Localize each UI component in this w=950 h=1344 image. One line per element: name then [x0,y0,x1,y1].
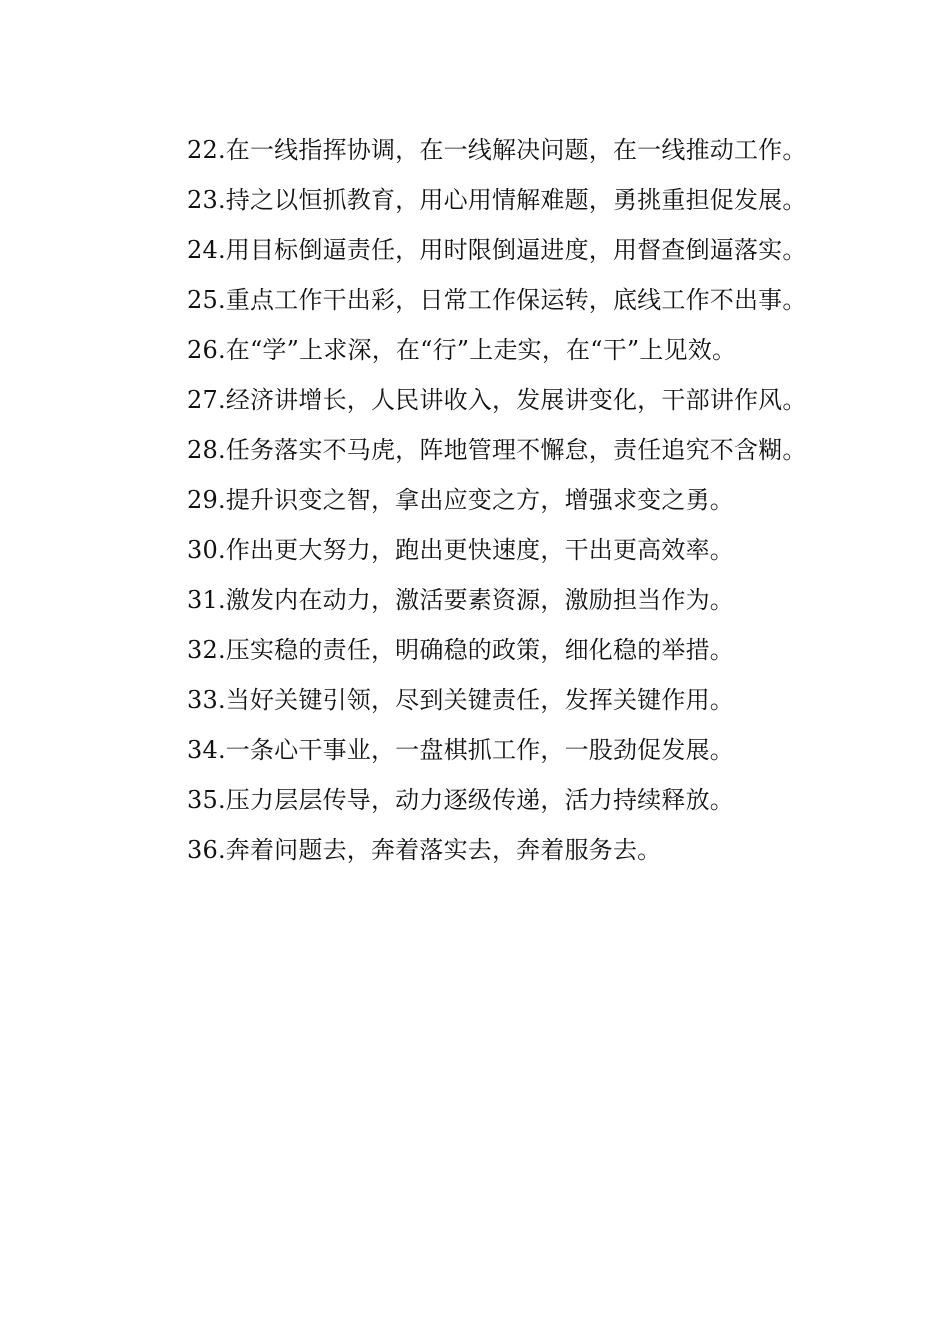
paragraph-30: 30.作出更大努力，跑出更快速度，干出更高效率。 [187,536,734,564]
paragraph-23: 23.持之以恒抓教育，用心用情解难题，勇挑重担促发展。 [187,186,807,214]
paragraph-31: 31.激发内在动力，激活要素资源，激励担当作为。 [187,586,734,614]
paragraph-35: 35.压力层层传导，动力逐级传递，活力持续释放。 [187,786,734,814]
paragraph-33: 33.当好关键引领，尽到关键责任，发挥关键作用。 [187,686,734,714]
paragraph-36: 36.奔着问题去，奔着落实去，奔着服务去。 [187,836,662,864]
paragraph-25: 25.重点工作干出彩，日常工作保运转，底线工作不出事。 [187,286,807,314]
paragraph-27: 27.经济讲增长，人民讲收入，发展讲变化，干部讲作风。 [187,386,807,414]
paragraph-24: 24.用目标倒逼责任，用时限倒逼进度，用督查倒逼落实。 [187,236,807,264]
paragraph-26: 26.在“学”上求深，在“行”上走实，在“干”上见效。 [187,336,737,364]
paragraph-29: 29.提升识变之智，拿出应变之方，增强求变之勇。 [187,486,734,514]
paragraph-22: 22.在一线指挥协调，在一线解决问题，在一线推动工作。 [187,136,807,164]
document-body [143,125,807,875]
paragraph-34: 34.一条心干事业，一盘棋抓工作，一股劲促发展。 [187,736,734,764]
paragraph-32: 32.压实稳的责任，明确稳的政策，细化稳的举措。 [187,636,734,664]
paragraph-28: 28.任务落实不马虎，阵地管理不懈怠，责任追究不含糊。 [187,436,807,464]
